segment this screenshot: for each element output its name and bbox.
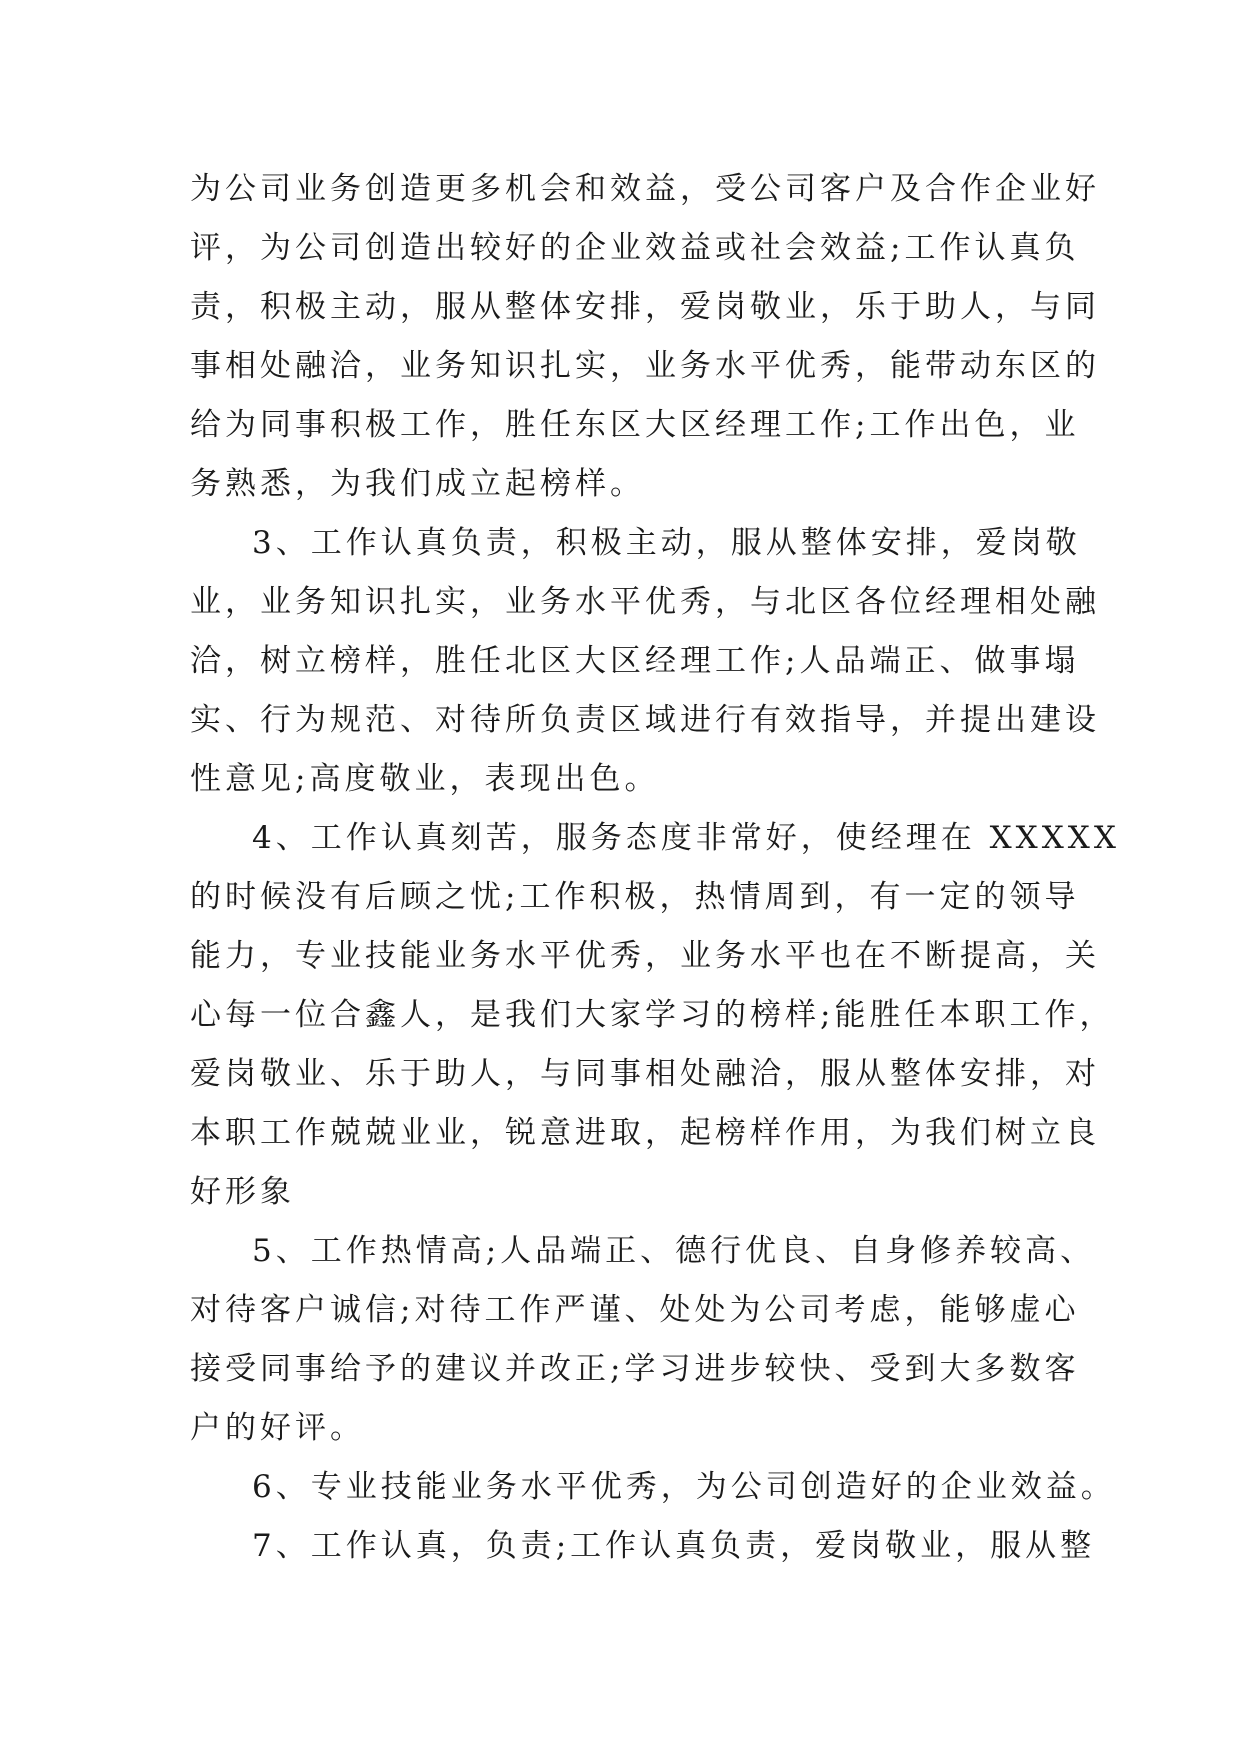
- text-line: 接受同事给予的建议并改正;学习进步较快、受到大多数客: [190, 1351, 1080, 1387]
- text-line: 业，业务知识扎实，业务水平优秀，与北区各位经理相处融: [190, 584, 1100, 620]
- text-line: 心每一位合鑫人，是我们大家学习的榜样;能胜任本职工作，: [190, 997, 1115, 1033]
- paragraph-item-6: [190, 1458, 1116, 1517]
- text-line: 责，积极主动，服从整体安排，爱岗敬业，乐于助人，与同: [190, 289, 1100, 325]
- text-line: 对待客户诚信;对待工作严谨、处处为公司考虑，能够虚心: [190, 1292, 1080, 1328]
- text-line: 为公司业务创造更多机会和效益，受公司客户及合作企业好: [190, 171, 1100, 207]
- paragraph-1: [190, 160, 1100, 514]
- text-line: 务熟悉，为我们成立起榜样。: [190, 466, 645, 502]
- text-line: 给为同事积极工作，胜任东区大区经理工作;工作出色，业: [190, 407, 1080, 443]
- paragraph-item-3: [190, 514, 1100, 809]
- text-line: 户的好评。: [190, 1410, 365, 1446]
- text-line: 5、工作热情高;人品端正、德行优良、自身修养较高、: [252, 1233, 1096, 1269]
- paragraph-item-4: [190, 809, 1120, 1222]
- text-line: 实、行为规范、对待所负责区域进行有效指导，并提出建设: [190, 702, 1100, 738]
- text-line: 洽，树立榜样，胜任北区大区经理工作;人品端正、做事塌: [190, 643, 1080, 679]
- text-line: 的时候没有后顾之忧;工作积极，热情周到，有一定的领导: [190, 879, 1080, 915]
- text-line: 3、工作认真负责，积极主动，服从整体安排，爱岗敬: [252, 525, 1081, 561]
- text-line: 能力，专业技能业务水平优秀，业务水平也在不断提高，关: [190, 938, 1100, 974]
- document-body: [190, 160, 1120, 1576]
- paragraph-item-5: [190, 1222, 1096, 1458]
- paragraph-item-7: [190, 1517, 1096, 1576]
- text-line: 评，为公司创造出较好的企业效益或社会效益;工作认真负: [190, 230, 1080, 266]
- text-line: 7、工作认真，负责;工作认真负责，爱岗敬业，服从整: [252, 1528, 1096, 1564]
- text-line: 4、工作认真刻苦，服务态度非常好，使经理在 XXXXX: [252, 820, 1120, 856]
- text-line: 6、专业技能业务水平优秀，为公司创造好的企业效益。: [252, 1469, 1116, 1505]
- text-line: 本职工作兢兢业业，锐意进取，起榜样作用，为我们树立良: [190, 1115, 1100, 1151]
- text-line: 性意见;高度敬业，表现出色。: [190, 761, 660, 797]
- text-line: 好形象: [190, 1174, 295, 1210]
- text-line: 爱岗敬业、乐于助人，与同事相处融洽，服从整体安排，对: [190, 1056, 1100, 1092]
- text-line: 事相处融洽，业务知识扎实，业务水平优秀，能带动东区的: [190, 348, 1100, 384]
